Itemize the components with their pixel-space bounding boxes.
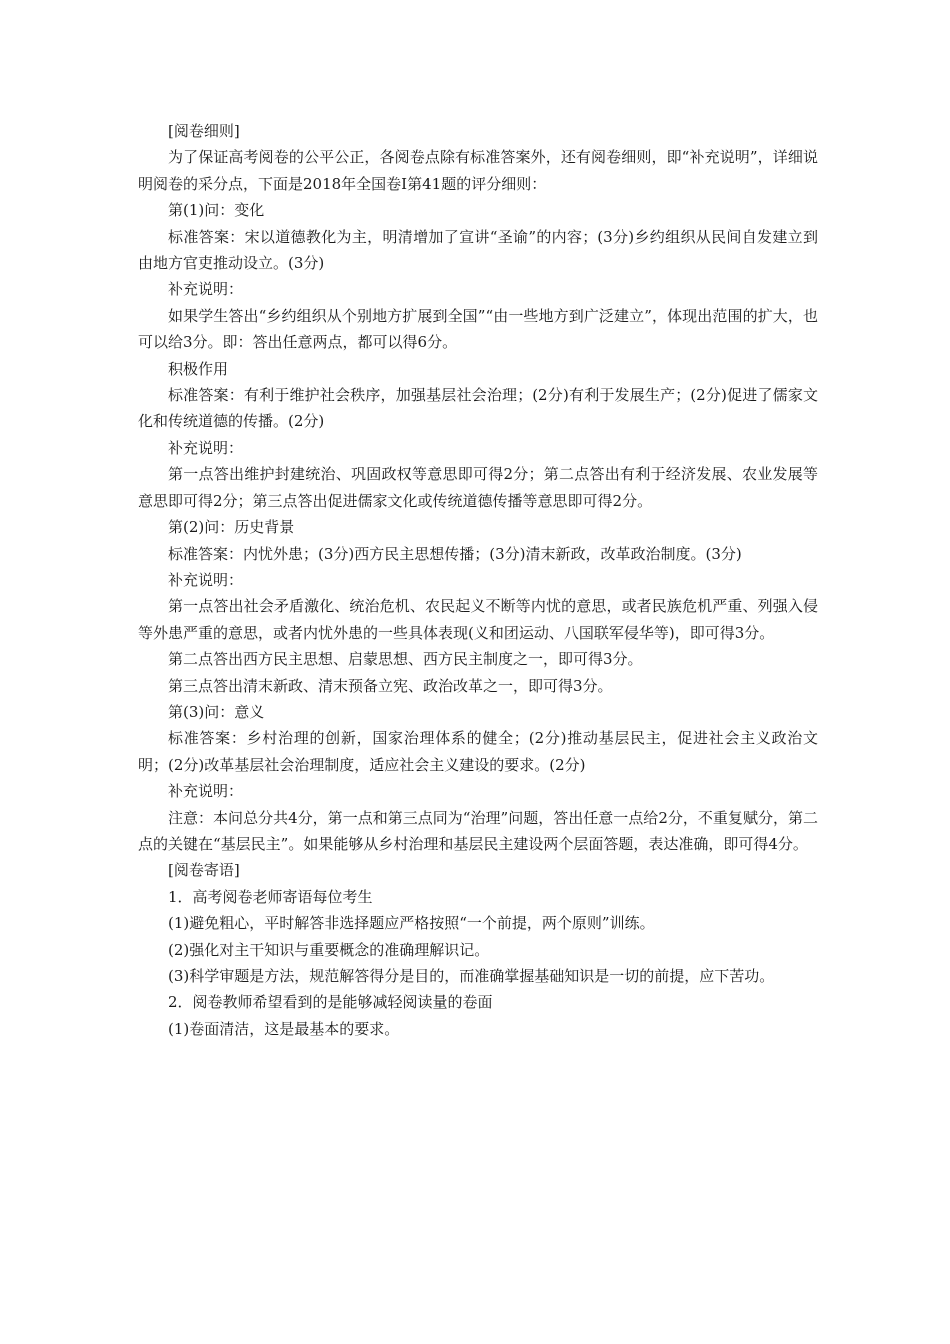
advice-heading-2: 2．阅卷教师希望看到的是能够减轻阅读量的卷面 [168, 993, 493, 1012]
section-heading-grading-rules: [阅卷细则] [168, 122, 240, 140]
subheading-positive-role: 积极作用 [168, 359, 229, 378]
supplement-label: 补充说明： [168, 438, 244, 457]
supplement-label: 补充说明： [168, 782, 244, 801]
supplement-label: 补充说明： [168, 280, 244, 299]
supplement-label: 补充说明： [168, 570, 244, 589]
advice-item: (1)卷面清洁，这是最基本的要求。 [168, 1019, 400, 1038]
section-heading-grader-advice: [阅卷寄语] [168, 861, 240, 880]
advice-heading-1: 1．高考阅卷老师寄语每位考生 [168, 887, 373, 906]
standard-answer: 标准答案：宋以道德教化为主，明清增加了宣讲“圣谕”的内容；(3分)乡约组织从民间自发建立到由地方官吏推动设立。(3分) [138, 227, 818, 273]
supplement-text: 注意：本问总分共4分，第一点和第三点同为“治理”问题，答出任意一点给2分，不重复赋分，第二点的关键在“基层民主”。如果能够从乡村治理和基层民主建设两个层面答题，表达准确，即可得4分。 [138, 808, 818, 853]
document-body [138, 118, 818, 1042]
question-3-heading: 第(3)问：意义 [168, 702, 265, 721]
intro-paragraph: 为了保证高考阅卷的公平公正，各阅卷点除有标准答案外，还有阅卷细则，即“补充说明”，详细说明阅卷的采分点，下面是2018年全国卷Ⅰ第41题的评分细则： [138, 148, 818, 193]
supplement-text: 第一点答出社会矛盾激化、统治危机、农民起义不断等内忧的意思，或者民族危机严重、列强入侵等外患严重的意思，或者内忧外患的一些具体表现(义和团运动、八国联军侵华等)，即可得3分。 [138, 597, 818, 642]
standard-answer: 标准答案：乡村治理的创新，国家治理体系的健全；(2分)推动基层民主，促进社会主义政治文明；(2分)改革基层社会治理制度，适应社会主义建设的要求。(2分) [138, 729, 818, 774]
advice-item: (1)避免粗心，平时解答非选择题应严格按照“一个前提，两个原则”训练。 [168, 914, 655, 933]
supplement-text: 第三点答出清末新政、清末预备立宪、政治改革之一，即可得3分。 [168, 676, 613, 695]
advice-item: (2)强化对主干知识与重要概念的准确理解识记。 [168, 940, 490, 959]
supplement-text: 如果学生答出“乡约组织从个别地方扩展到全国”“由一些地方到广泛建立”，体现出范围的扩大，也可以给3分。即：答出任意两点，都可以得6分。 [138, 306, 818, 352]
standard-answer: 标准答案：有利于维护社会秩序，加强基层社会治理；(2分)有利于发展生产；(2分)促进了儒家文化和传统道德的传播。(2分) [138, 386, 818, 431]
supplement-text: 第一点答出维护封建统治、巩固政权等意思即可得2分；第二点答出有利于经济发展、农业发展等意思即可得2分；第三点答出促进儒家文化或传统道德传播等意思即可得2分。 [138, 465, 818, 510]
supplement-text: 第二点答出西方民主思想、启蒙思想、西方民主制度之一，即可得3分。 [168, 650, 643, 669]
standard-answer: 标准答案：内忧外患；(3分)西方民主思想传播；(3分)清末新政，改革政治制度。(3分) [168, 544, 742, 563]
advice-item: (3)科学审题是方法，规范解答得分是目的，而准确掌握基础知识是一切的前提，应下苦功。 [168, 967, 775, 985]
question-1-heading: 第(1)问：变化 [168, 201, 265, 220]
question-2-heading: 第(2)问：历史背景 [168, 518, 295, 537]
